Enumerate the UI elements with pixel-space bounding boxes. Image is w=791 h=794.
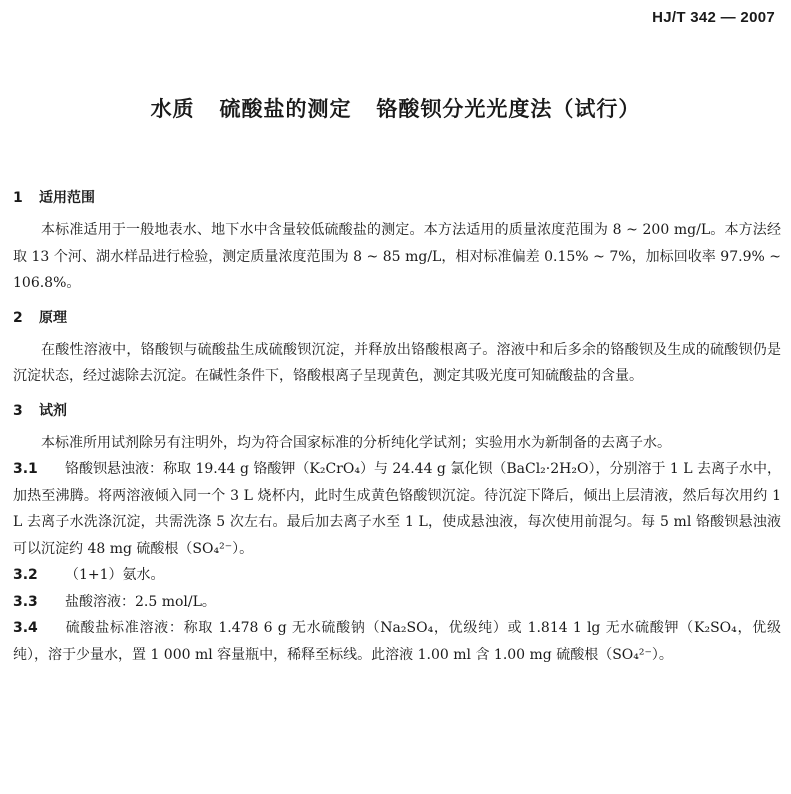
section-scope (13, 185, 781, 297)
item-number: 3.1 (13, 461, 38, 477)
paragraph: 本标准适用于一般地表水、地下水中含量较低硫酸盐的测定。本方法适用的质量浓度范围为 8 ~ 200 mg/L。本方法经取 13 个河、湖水样品进行检验，测定质量浓度范围为 8 ~ 85 mg/L，相对标准偏差 0.15% ~ 7%，加标回收率 97.9% ~ 106.8%。 (13, 222, 781, 291)
section-number: 3 (13, 402, 23, 419)
section-heading (13, 305, 781, 331)
section-number: 1 (13, 190, 23, 206)
paragraph: 在酸性溶液中，铬酸钡与硫酸盐生成硫酸钡沉淀，并释放出铬酸根离子。溶液中和后多余的铬酸钡及生成的硫酸钡仍是沉淀状态，经过滤除去沉淀。在碱性条件下，铬酸根离子呈现黄色，测定其吸光度可知硫酸盐的含量。 (13, 341, 781, 384)
item-number: 3.3 (13, 593, 38, 610)
section-principle (13, 305, 781, 390)
item-text: 硫酸盐标准溶液：称取 1.478 6 g 无水硫酸钠（Na₂SO₄，优级纯）或 1.814 1 lg 无水硫酸钾（K₂SO₄，优级纯），溶于少量水，置 1 000 ml 容量瓶中，稀释至标线。此溶液 1.00 ml 含 1.00 mg 硫酸根（SO₄²⁻）。 (13, 620, 781, 663)
item-text: 铬酸钡悬浊液：称取 19.44 g 铬酸钾（K₂CrO₄）与 24.44 g 氯化钡（BaCl₂·2H₂O），分别溶于 1 L 去离子水中，加热至沸腾。将两溶液倾入同一个 3 L 烧杯内，此时生成黄色铬酸钡沉淀。待沉淀下降后，倾出上层清液，然后每次用约 1 L 去离子水洗涤沉淀，共需洗涤 5 次左右。最后加去离子水至 1 L，使成悬浊液，每次使用前混匀。每 5 ml 铬酸钡悬浊液可以沉淀约 48 mg 硫酸根（SO₄²⁻）。 (13, 461, 781, 557)
item-text: （1+1）氨水。 (65, 567, 165, 583)
section-reagents (13, 398, 781, 669)
paragraph: 本标准所用试剂除另有注明外，均为符合国家标准的分析纯化学试剂；实验用水为新制备的去离子水。 (41, 434, 671, 451)
list-item (13, 615, 781, 668)
section-title: 试剂 (39, 402, 67, 419)
document-title: 水质 硫酸盐的测定 铬酸钡分光光度法（试行） (150, 97, 641, 121)
section-heading (13, 398, 781, 424)
list-item (13, 456, 781, 562)
section-title: 原理 (39, 309, 67, 326)
section-heading (13, 185, 781, 211)
item-number: 3.2 (13, 567, 38, 583)
section-number: 2 (13, 309, 23, 326)
section-title: 适用范围 (39, 190, 95, 206)
document-body (13, 185, 781, 668)
standard-code: HJ/T 342 — 2007 (652, 9, 775, 26)
item-number: 3.4 (13, 620, 38, 636)
list-item (13, 562, 781, 589)
list-item (13, 589, 781, 616)
item-text: 盐酸溶液：2.5 mol/L。 (65, 593, 216, 610)
